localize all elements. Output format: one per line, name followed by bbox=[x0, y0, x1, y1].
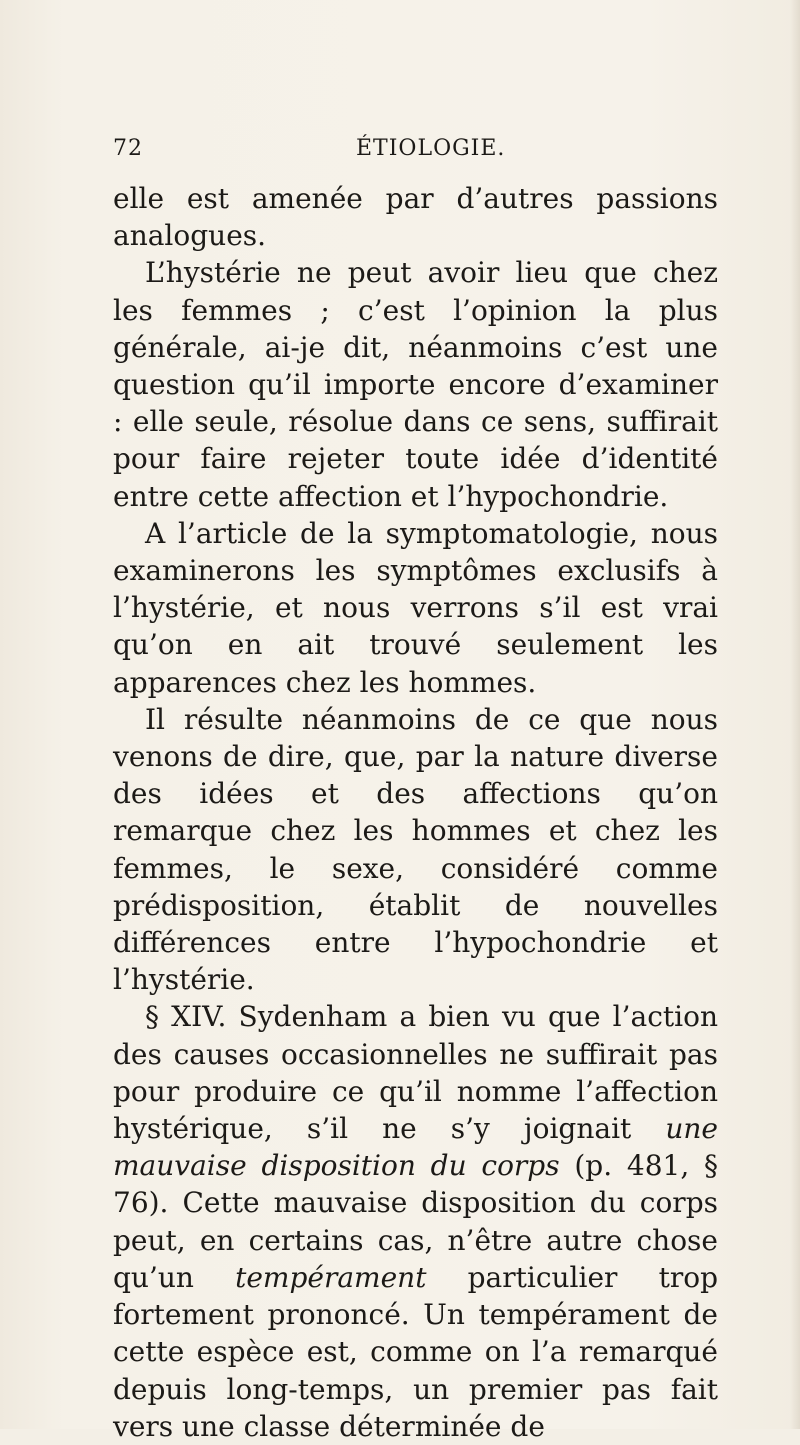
italic-temperament: tempérament bbox=[235, 1260, 427, 1294]
paragraph-section-xiv bbox=[113, 998, 718, 1444]
section-xiv-middle: (p. 481, § 76). Cette mauvaise disposition du corps peut, en certains cas, n’être autre chose qu’un bbox=[113, 1149, 718, 1294]
paragraph-continuation: elle est amenée par d’autres passions analogues. bbox=[113, 182, 718, 253]
italic-mauvaise-disposition: une mauvaise disposition du corps bbox=[113, 1112, 718, 1183]
page-header bbox=[113, 136, 713, 176]
running-head: ÉTIOLOGIE. bbox=[356, 136, 506, 161]
page-number: 72 bbox=[113, 136, 143, 161]
paragraph-symptomatology: A l’article de la symptomatologie, nous examinerons les symptômes exclusifs à l’hystérie, et nous verrons s’il est vrai qu’on en ait trouvé seulement les apparences chez les hommes. bbox=[113, 516, 718, 699]
paragraph-hysteria-women: L’hystérie ne peut avoir lieu que chez les femmes ; c’est l’opinion la plus générale, ai-je dit, néanmoins c’est une question qu’il importe encore d’examiner : elle seule, résolue dans ce sens, suffirait pour faire rejeter toute idée d’identité entre cette affection et l’hypochondrie. bbox=[113, 256, 718, 513]
body-text bbox=[113, 180, 718, 1445]
section-xiv-tail: particulier trop fortement prononcé. Un tempérament de cette espèce est, comme on l’a remarqué depuis long-temps, un premier pas fait vers une classe déterminée de bbox=[113, 1260, 718, 1443]
page-edge-shadow bbox=[790, 0, 800, 1429]
paragraph-sex-predisposition: Il résulte néanmoins de ce que nous venons de dire, que, par la nature diverse des idées et des affections qu’on remarque chez les hommes et chez les femmes, le sexe, considéré comme prédisposition, établit de nouvelles différences entre l’hypochondrie et l’hystérie. bbox=[113, 702, 718, 997]
section-xiv-lead: § XIV. Sydenham a bien vu que l’action des causes occasionnelles ne suffirait pas pour produire ce qu’il nomme l’affection hystérique, s’il ne s’y joignait bbox=[113, 1000, 718, 1146]
